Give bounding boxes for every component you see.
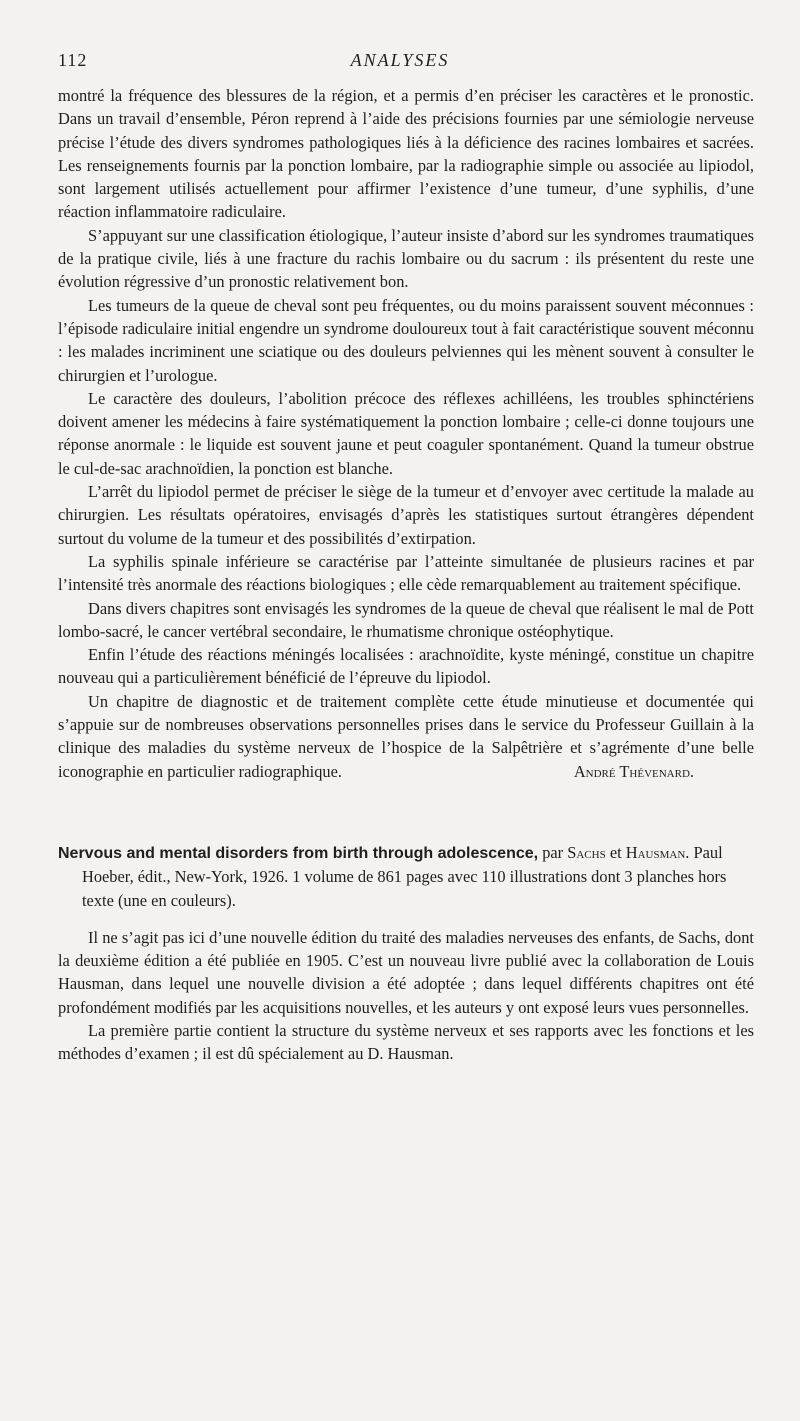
paragraph: La première partie contient la structure du système nerveux et ses rapports avec les fonctions et les méthodes d’examen ; il est dû spécialement au D. Hausman.	[58, 1020, 754, 1064]
paragraph: Les tumeurs de la queue de cheval sont peu fréquentes, ou du moins paraissent souvent méconnues : l’épisode radiculaire initial engendre un syndrome douloureux tout à fait caractéristique souvent méconnu : les malades incriminent une sciatique ou des douleurs pelviennes qui les mènent souvent à consulter le chirurgien et l’urologue.	[58, 295, 754, 385]
author-name: Hausman.	[625, 842, 690, 862]
review-signature: André Thévenard.	[573, 761, 694, 781]
and-word: et	[609, 842, 622, 862]
paragraph: La syphilis spinale inférieure se caractérise par l’atteinte simultanée de plusieurs racines et par l’intensité très anormale des réactions biologiques ; elle cède remarquablement au traitement spécifique.	[58, 551, 754, 595]
paragraph: Un chapitre de diagnostic et de traitement complète cette étude minutieuse et documentée qui s’appuie sur de nombreuses observations personnelles prises dans le service du Professeur Guillain à la clinique des maladies du système nerveux de l’hospice de la Salpêtrière et s’agrémente d’une belle iconographie en particulier radiographique.	[58, 691, 754, 781]
paragraph: S’appuyant sur une classification étiologique, l’auteur insiste d’abord sur les syndromes traumatiques de la pratique civile, liés à une fracture du rachis lombaire ou du sacrum : ils présentent du reste une évolution régressive d’un pronostic relativement bon.	[58, 225, 754, 292]
page-body	[58, 84, 754, 1066]
paragraph: Il ne s’agit pas ici d’une nouvelle édition du traité des maladies nerveuses des enfants, de Sachs, dont la deuxième édition a été publiée en 1905. C’est un nouveau livre publié avec la collaboration de Louis Hausman, dans lequel une nouvelle division a été adoptée ; dans lequel différents chapitres ont été profondément modifiés par les acquisitions nouvelles, et les auteurs y ont exposé leurs vues personnelles.	[58, 927, 754, 1017]
by-word: par	[542, 842, 564, 862]
section-separator	[58, 783, 754, 841]
publication-details: Paul Hoeber, édit., New-York, 1926. 1 volume de 861 pages avec 110 illustrations dont 3 planches hors texte (une en couleurs).	[82, 842, 727, 910]
page-header	[58, 50, 742, 74]
paragraph: L’arrêt du lipiodol permet de préciser le siège de la tumeur et d’envoyer avec certitude la malade au chirurgien. Les résultats opératoires, envisagés d’après les statistiques surtout étrangères dépendent surtout du volume de la tumeur et des possibilités d’extirpation.	[58, 482, 754, 548]
running-title: ANALYSES	[350, 50, 450, 70]
paragraph: Le caractère des douleurs, l’abolition précoce des réflexes achilléens, les troubles sphinctériens doivent amener les médecins à faire systématiquement la ponction lombaire ; celle-ci donne toujours une réponse anormale : le liquide est souvent jaune et peut coaguler spontanément. Quand la tumeur obstrue le cul-de-sac arachnoïdien, la ponction est blanche.	[58, 388, 754, 478]
paragraph: Dans divers chapitres sont envisagés les syndromes de la queue de cheval que réalisent le mal de Pott lombo-sacré, le cancer vertébral secondaire, le rhumatisme chronique ostéophytique.	[58, 598, 754, 641]
spacer	[58, 912, 754, 926]
book-title: Nervous and mental disorders from birth through adolescence,	[58, 844, 539, 862]
paragraph: Enfin l’étude des réactions méningés localisées : arachnoïdite, kyste méningé, constitue un chapitre nouveau qui a particulièrement bénéficié de l’épreuve du lipiodol.	[58, 645, 754, 688]
paragraph: montré la fréquence des blessures de la région, et a permis d’en préciser les caractères et le pronostic. Dans un travail d’ensemble, Péron reprend à l’aide des précisions fournies par une sémiologie nerveuse précise l’étude des divers syndromes pathologiques liés à la déficience des racines lombaires et sacrées. Les renseignements fournis par la ponction lombaire, par la radiographie simple ou associée au lipiodol, sont largement utilisés actuellement pour affirmer l’existence d’une tumeur, d’une syphilis, d’une réaction inflammatoire radiculaire.	[58, 86, 754, 222]
author-name: Sachs	[567, 842, 606, 862]
page-number: 112	[58, 50, 88, 70]
book-citation	[58, 841, 754, 912]
